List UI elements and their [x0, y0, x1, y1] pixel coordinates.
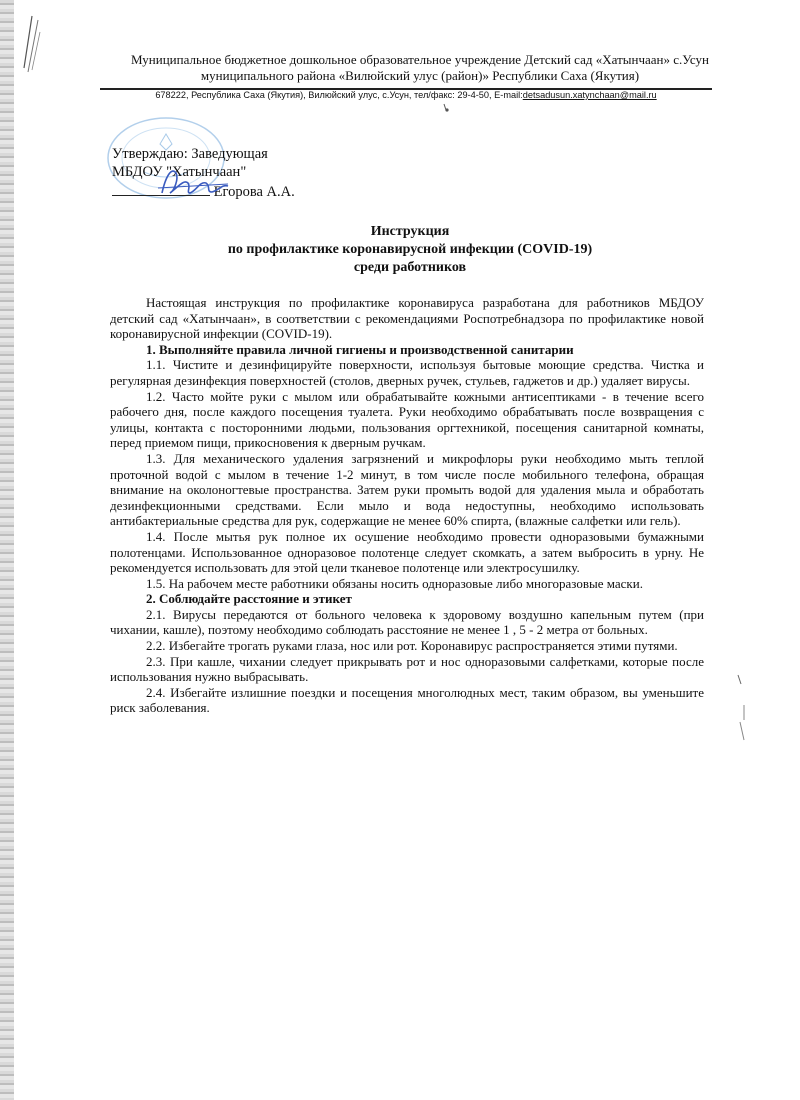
signature-blank: [112, 181, 210, 196]
intro-paragraph: Настоящая инструкция по профилактике коронавируса разработана для работников МБДОУ детский сад «Хатынчаан», в соответствии с рекомендациями Роспотребнадзора по профилактике новой коронавирусной инфекции (COVID-19).: [110, 295, 704, 342]
paragraph-2-3: 2.3. При кашле, чихании следует прикрывать рот и нос одноразовыми салфетками, которые после использования нужно выбрасывать.: [110, 653, 704, 685]
paragraph-2-4: 2.4. Избегайте излишние поездки и посещения многолюдных мест, таким образом, вы уменьшите риск заболевания.: [110, 684, 704, 716]
paragraph-1-4: 1.4. После мытья рук полное их осушение необходимо провести одноразовыми бумажными полотенцами. Использованное одноразовое полотенце следует скомкать, а затем выбросить в урну. Не рекомендуется использовать для этой цели тканевое полотенце или электросушилку.: [110, 528, 704, 576]
paragraph-1-1: 1.1. Чистите и дезинфицируйте поверхности, используя бытовые моющие средства. Чистка и регулярная дезинфекция поверхностей (столов, дверных ручек, стульев, гаджетов и др.) удаляет вирусы.: [110, 357, 704, 388]
organization-header: [70, 52, 770, 84]
org-address: [100, 90, 712, 100]
approval-block: [112, 145, 295, 201]
approver-name: Егорова А.А.: [213, 184, 295, 200]
paragraph-1-5: 1.5. На рабочем месте работники обязаны носить одноразовые либо многоразовые маски.: [146, 575, 643, 591]
paragraph-2-1: 2.1. Вирусы передаются от больного человека к здоровому воздушно капельным путем (при чихании, кашле), поэтому необходимо соблюдать расстояние не менее 1 , 5 - 2 метра от больных.: [110, 606, 704, 638]
email-link[interactable]: detsadusun.xatynchaan@mail.ru: [522, 90, 657, 100]
section-heading-2: 2. Соблюдайте расстояние и этикет: [146, 591, 352, 607]
org-name-line1: Муниципальное бюджетное дошкольное образовательное учреждение Детский сад «Хатынчаан» с.Усун: [131, 52, 709, 67]
scan-edge: [0, 0, 14, 1100]
document-title: [160, 223, 660, 277]
instruction-body: [110, 295, 704, 716]
approval-line2: МБДОУ "Хатынчаан": [112, 164, 247, 180]
paragraph-1-2: 1.2. Часто мойте руки с мылом или обрабатывайте кожными антисептиками - в течение всего рабочего дня, после каждого посещения туалета. Руки необходимо обрабатывать после возвращения с улицы, контакта с посторонними людьми, пользования оргтехникой, посещения санитарной комнаты, перед приемом пищи, прикосновения к дверным ручкам.: [110, 388, 704, 451]
section-heading-1: 1. Выполняйте правила личной гигиены и производственной санитарии: [146, 341, 574, 357]
title-line3: среди работников: [353, 260, 467, 275]
paragraph-2-2: 2.2. Избегайте трогать руками глаза, нос или рот. Коронавирус распространяется этими путями.: [146, 638, 678, 654]
address-text: 678222, Республика Саха (Якутия), Вилюйский улус, с.Усун, тел/факс: 29-4-50, E-mail:: [155, 90, 523, 100]
paragraph-1-3: 1.3. Для механического удаления загрязнений и микрофлоры руки необходимо мыть теплой проточной водой с мылом в течение 1-2 минут, в том числе после мобильного телефона, обращая внимание на околоногтевые пространства. Затем руки промыть водой для удаления мыла и обработать дезинфекционными средствами. Если мыло и вода недоступны, необходимо использовать антибактериальные средства для рук, содержащие не менее 60% спирта, (влажные салфетки или гель).: [110, 450, 704, 529]
org-name-line2: муниципального района «Вилюйский улус (район)» Республики Саха (Якутия): [200, 68, 640, 83]
approval-line1: Утверждаю: Заведующая: [112, 146, 268, 162]
scan-artifact-marks: [18, 10, 58, 80]
title-line1: Инструкция: [370, 224, 450, 239]
title-line2: по профилактике коронавирусной инфекции (COVID-19): [227, 242, 593, 257]
approval-signature-line: [112, 181, 295, 201]
